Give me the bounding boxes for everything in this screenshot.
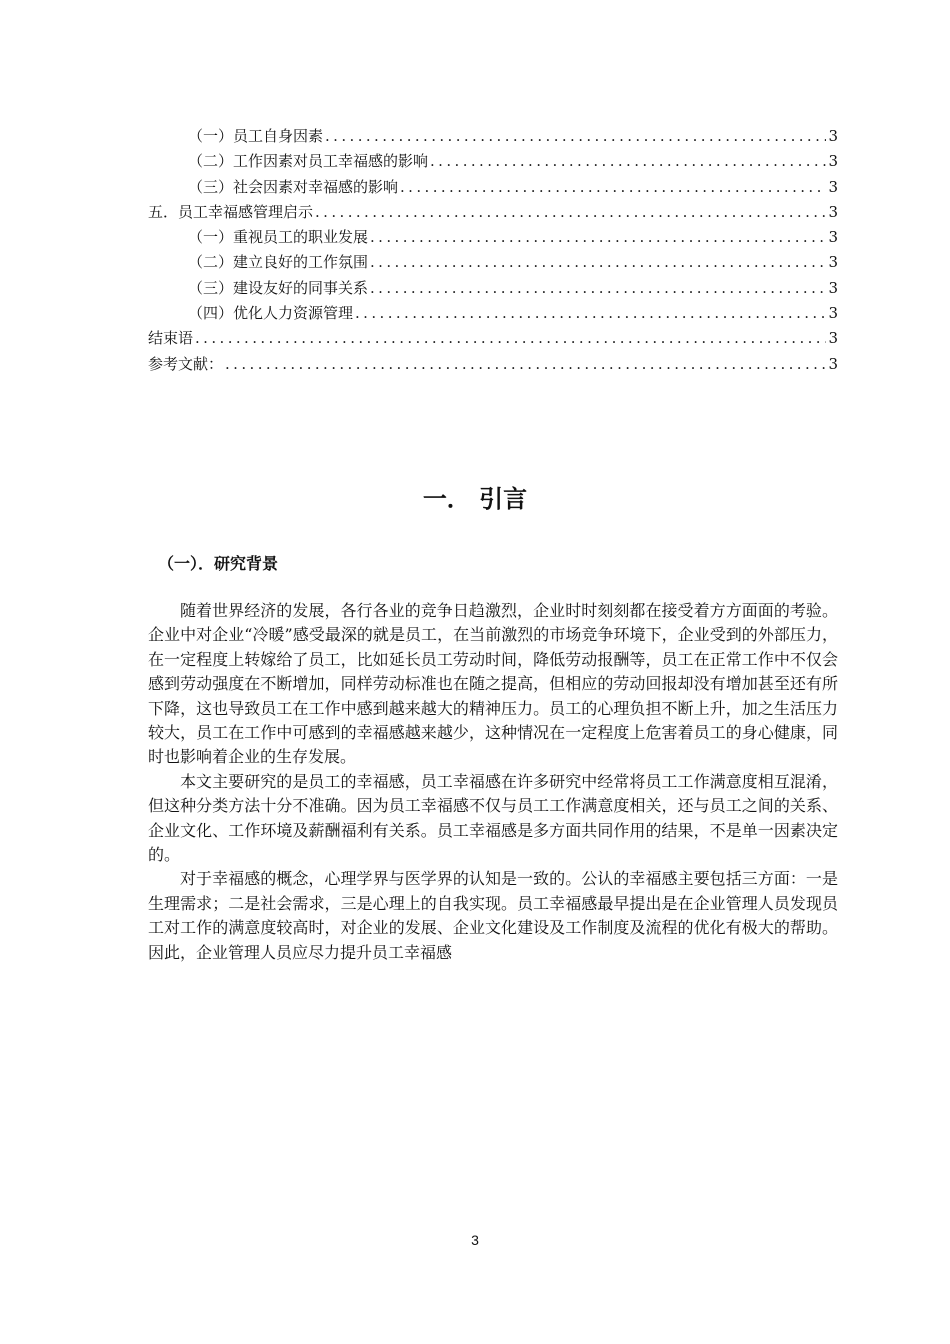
toc-leader-dots [430, 149, 826, 174]
toc-entry-page: 3 [828, 278, 838, 297]
toc-entry-page: 3 [828, 253, 838, 272]
toc-entry[interactable] [148, 175, 838, 200]
toc-entry-page: 3 [828, 152, 838, 171]
toc-entry-title: 五．员工幸福感管理启示 [148, 202, 314, 221]
paragraph: 对于幸福感的概念，心理学界与医学界的认知是一致的。公认的幸福感主要包括三方面：一是生理需求；二是社会需求，三是心理上的自我实现。员工幸福感最早提出是在企业管理人员发现员工对工作的满意度较高时，对企业的发展、企业文化建设及工作制度及流程的优化有极大的帮助。因此，企业管理人员应尽力提升员工幸福感 [148, 869, 838, 962]
toc-leader-dots [355, 301, 826, 326]
section-title: （一）．研究背景 [158, 554, 279, 573]
toc-leader-dots [195, 326, 826, 351]
paragraph: 本文主要研究的是员工的幸福感，员工幸福感在许多研究中经常将员工工作满意度相互混淆，但这种分类方法十分不准确。因为员工幸福感不仅与员工工作满意度相关，还与员工之间的关系、企业文化、工作环境及薪酬福利有关系。员工幸福感是多方面共同作用的结果，不是单一因素决定的。 [148, 771, 838, 865]
toc-entry-page: 3 [828, 228, 838, 247]
body-text [148, 599, 838, 965]
toc-entry[interactable] [148, 250, 838, 275]
toc-leader-dots [225, 352, 826, 377]
toc-leader-dots [400, 175, 826, 200]
toc-entry[interactable] [148, 149, 838, 174]
toc-leader-dots [370, 250, 826, 275]
table-of-contents [148, 124, 838, 377]
toc-leader-dots [370, 225, 826, 250]
toc-entry-title: （一）员工自身因素 [188, 127, 324, 145]
toc-entry-page: 3 [828, 127, 838, 145]
toc-entry-title: （二）工作因素对员工幸福感的影响 [188, 152, 429, 171]
toc-entry-page: 3 [828, 354, 838, 373]
chapter-title: 一． 引言 [422, 485, 528, 513]
toc-entry-title: （三）建设友好的同事关系 [188, 278, 369, 297]
toc-leader-dots [370, 276, 826, 301]
toc-leader-dots [325, 124, 826, 149]
toc-entry-page: 3 [828, 202, 838, 221]
toc-entry-title: （四）优化人力资源管理 [188, 304, 354, 323]
toc-entry-title: 参考文献： [148, 354, 224, 373]
toc-entry-title: （一）重视员工的职业发展 [188, 228, 369, 247]
toc-entry[interactable] [148, 276, 838, 301]
page-number: 3 [471, 1232, 479, 1248]
toc-entry[interactable] [148, 200, 838, 225]
toc-entry[interactable] [148, 352, 838, 377]
toc-entry-page: 3 [828, 177, 838, 196]
toc-entry-page: 3 [828, 329, 838, 348]
paragraph: 随着世界经济的发展，各行各业的竞争日趋激烈，企业时时刻刻都在接受着方方面面的考验。企业中对企业“冷暖”感受最深的就是员工，在当前激烈的市场竞争环境下，企业受到的外部压力，在一定程度上转嫁给了员工，比如延长员工劳动时间，降低劳动报酬等，员工在正常工作中不仅会感到劳动强度在不断增加，同样劳动标准也在随之提高，但相应的劳动回报却没有增加甚至还有所下降，这也导致员工在工作中感到越来越大的精神压力。员工的心理负担不断上升，加之生活压力较大，员工在工作中可感到的幸福感越来越少，这种情况在一定程度上危害着员工的身心健康，同时也影响着企业的生存发展。 [148, 601, 838, 767]
toc-entry-title: （二）建立良好的工作氛围 [188, 253, 369, 272]
toc-entry-title: 结束语 [148, 329, 194, 348]
toc-entry[interactable] [148, 301, 838, 326]
toc-entry[interactable] [148, 225, 838, 250]
toc-entry[interactable] [148, 124, 838, 149]
toc-entry-title: （三）社会因素对幸福感的影响 [188, 177, 399, 196]
toc-entry-page: 3 [828, 304, 838, 323]
toc-leader-dots [315, 200, 826, 225]
toc-entry[interactable] [148, 326, 838, 351]
